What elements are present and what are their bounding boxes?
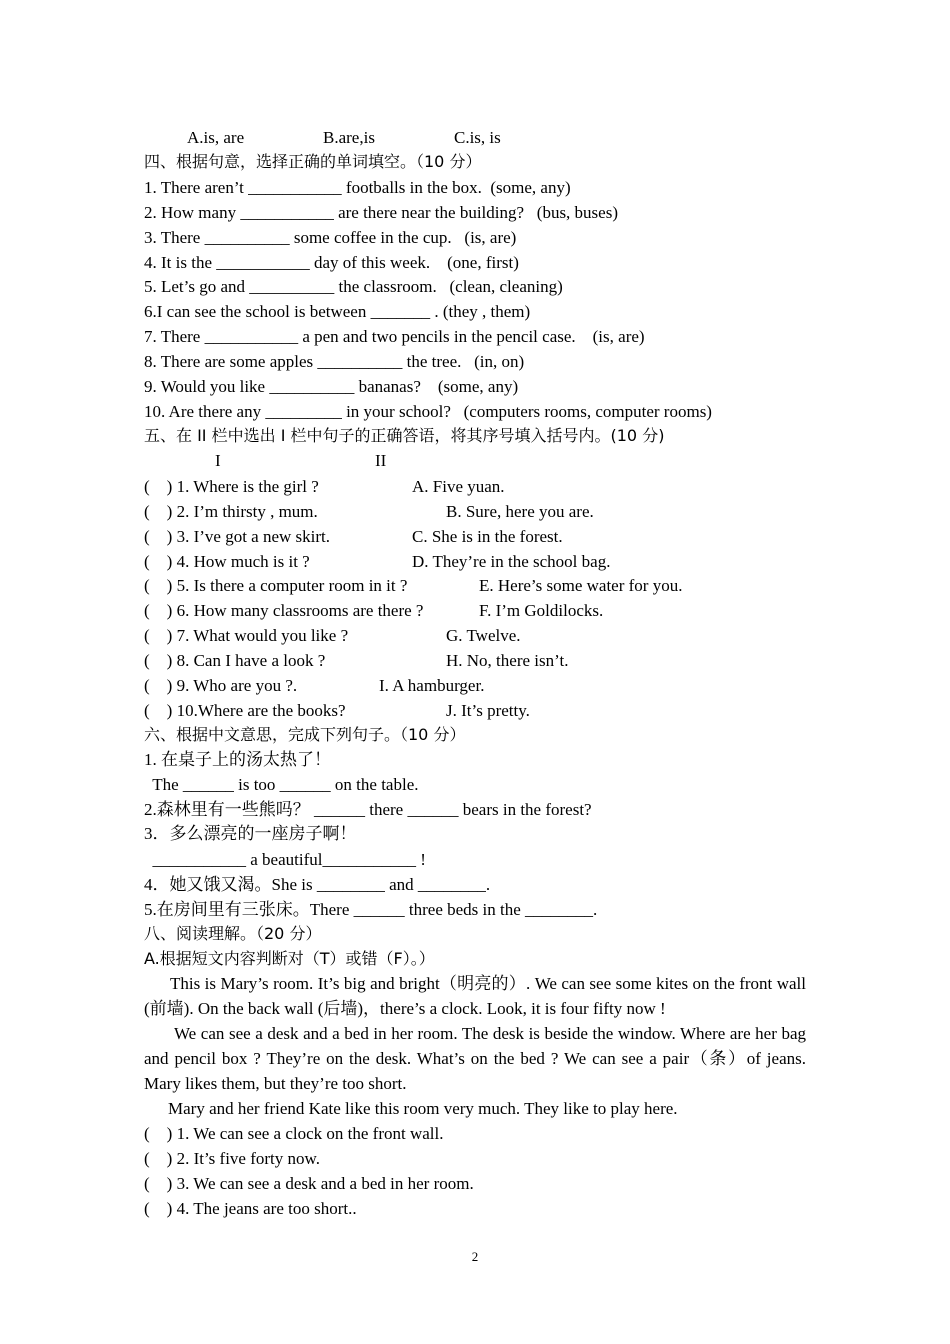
section4-item: 7. There ___________ a pen and two pencils in the pencil case. (is, are) [144,327,645,346]
true-false-item: ( ) 3. We can see a desk and a bed in her room. [144,1174,474,1193]
match-answer: B. Sure, here you are. [446,502,594,521]
section6-line: 4．她又饿又渴。She is ________ and ________. [144,875,491,894]
true-false-item: ( ) 2. It’s five forty now. [144,1149,320,1168]
match-question: ( ) 10.Where are the books? [144,701,346,720]
section6-line: 3．多么漂亮的一座房子啊！ [144,824,357,843]
match-answer: G. Twelve. [446,626,521,645]
match-question: ( ) 3. I’ve got a new skirt. [144,527,331,546]
section4-item: 5. Let’s go and __________ the classroom. (clean, cleaning) [144,277,563,296]
section4-item: 6.I can see the school is between _______ . (they , them) [144,302,531,321]
page-number: 2 [471,1249,479,1264]
match-answer: E. Here’s some water for you. [479,576,683,595]
section4-item: 9. Would you like __________ bananas? (some, any) [144,377,519,396]
section8-subtitle: A.根据短文内容判断对（T）或错（F）。） [144,949,435,968]
section6-line: 1. 在桌子上的汤太热了！ [144,750,331,769]
column-header-ii: II [375,451,387,470]
reading-paragraph-1: This is Mary’s room. It’s big and bright（明亮的）. We can see some kites on the front wall (前墙). On the back wall (后墙)，there’s a clock. Look, it is four fifty now ! [144,974,806,1018]
match-question: ( ) 1. Where is the girl ? [144,477,319,496]
section4-title: 四、根据句意，选择正确的单词填空。（10 分） [144,152,482,171]
section6-line: 2.森林里有一些熊吗？ ______ there ______ bears in the forest? [144,800,592,819]
section4-item: 10. Are there any _________ in your school? (computers rooms, computer rooms) [144,402,712,421]
section4-item: 1. There aren’t ___________ footballs in the box. (some, any) [144,178,571,197]
match-question: ( ) 8. Can I have a look ? [144,651,326,670]
section4-item: 2. How many ___________ are there near the building? (bus, buses) [144,203,618,222]
match-question: ( ) 9. Who are you ?. [144,676,298,695]
reading-paragraph-2: We can see a desk and a bed in her room. The desk is beside the window. Where are her bag and pencil box ? They’re on the desk. What’s on the bed ? We can see a pair（条）of jeans. Mary likes them, but they’re too short. [144,1024,806,1093]
section6-line: 5.在房间里有三张床。There ______ three beds in the ________. [144,900,598,919]
match-answer: F. I’m Goldilocks. [479,601,604,620]
match-answer: J. It’s pretty. [446,701,530,720]
true-false-item: ( ) 4. The jeans are too short.. [144,1199,357,1218]
reading-paragraph-3: Mary and her friend Kate like this room very much. They like to play here. [168,1099,678,1118]
match-answer: H. No, there isn’t. [446,651,569,670]
column-header-i: I [215,451,221,470]
option-a: A.is, are [187,128,245,147]
match-question: ( ) 2. I’m thirsty , mum. [144,502,318,521]
section4-item: 4. It is the ___________ day of this week. (one, first) [144,253,519,272]
match-question: ( ) 4. How much is it ? [144,552,310,571]
match-question: ( ) 7. What would you like ? [144,626,349,645]
option-b: B.are,is [323,128,375,147]
match-answer: D. They’re in the school bag. [412,552,611,571]
section6-title: 六、根据中文意思，完成下列句子。（10 分） [144,725,466,744]
match-answer: C. She is in the forest. [412,527,563,546]
section8-title: 八、阅读理解。（20 分） [144,924,322,943]
match-answer: A. Five yuan. [412,477,505,496]
section4-item: 8. There are some apples __________ the tree. (in, on) [144,352,525,371]
match-answer: I. A hamburger. [379,676,485,695]
match-question: ( ) 5. Is there a computer room in it ? [144,576,408,595]
section4-item: 3. There __________ some coffee in the cup. (is, are) [144,228,517,247]
section6-line: ___________ a beautiful___________ ! [144,850,426,869]
section6-line: The ______ is too ______ on the table. [144,775,419,794]
true-false-item: ( ) 1. We can see a clock on the front wall. [144,1124,444,1143]
option-c: C.is, is [454,128,501,147]
section5-title: 五、在 II 栏中选出 I 栏中句子的正确答语，将其序号填入括号内。(10 分) [144,426,665,445]
match-question: ( ) 6. How many classrooms are there ? [144,601,424,620]
